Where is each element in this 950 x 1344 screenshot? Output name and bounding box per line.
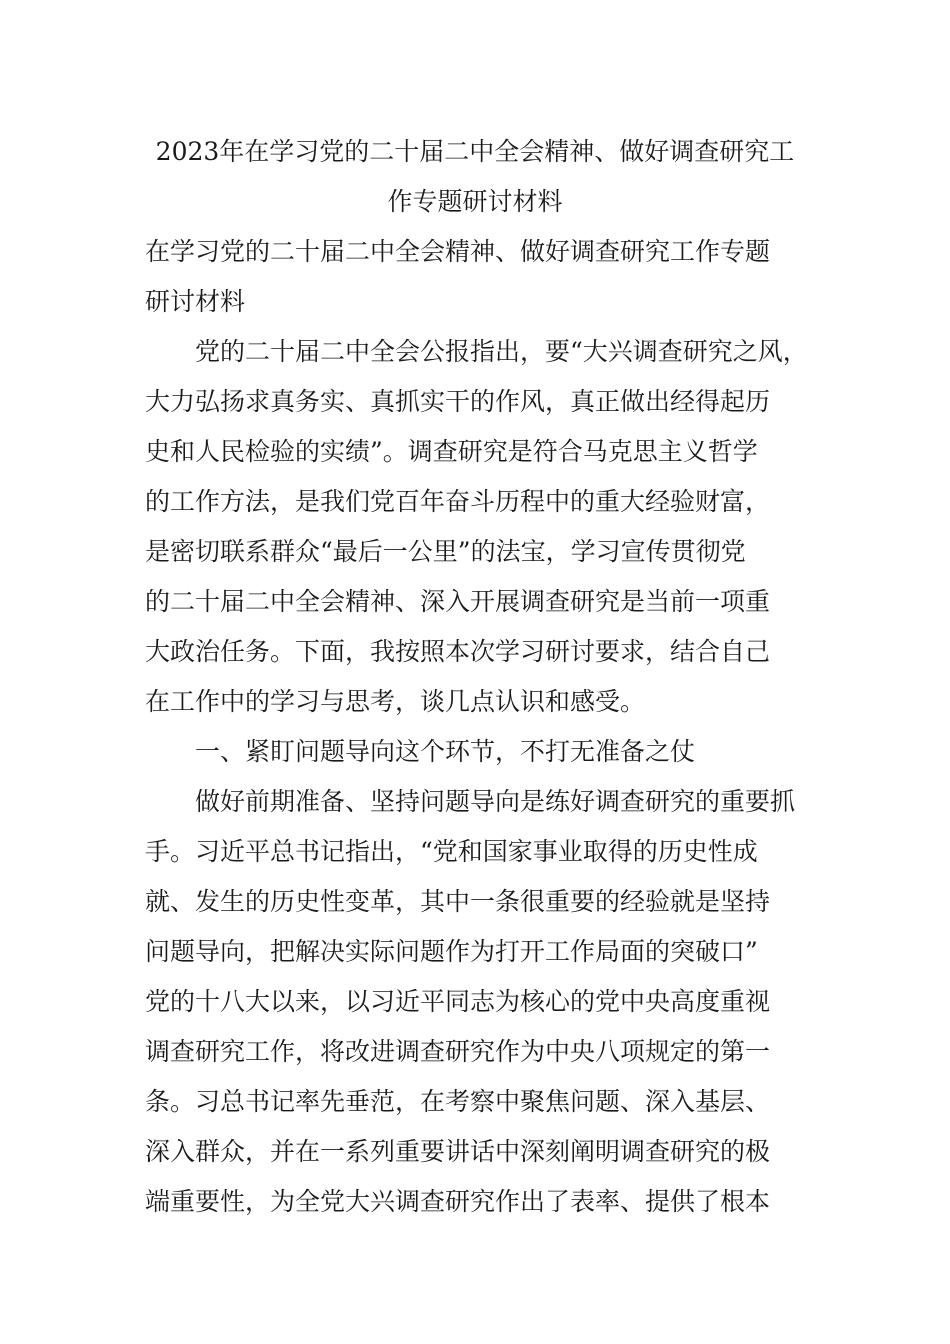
body-line: 做好前期准备、坚持问题导向是练好调查研究的重要抓 [145,787,796,816]
document-title-line-1: 2023年在学习党的二十届二中全会精神、做好调查研究工 [155,137,795,166]
body-line: 在学习党的二十届二中全会精神、做好调查研究工作专题 [145,237,771,266]
body-line: 是密切联系群众“最后一公里”的法宝，学习宣传贯彻党 [145,537,746,566]
body-line: 端重要性，为全党大兴调查研究作出了表率、提供了根本 [145,1187,771,1216]
body-line: 问题导向，把解决实际问题作为打开工作局面的突破口” [145,937,758,966]
body-line: 史和人民检验的实绩”。调查研究是符合马克思主义哲学 [145,437,758,466]
body-line: 在工作中的学习与思考，谈几点认识和感受。 [145,687,646,716]
body-line: 手。习近平总书记指出，“党和国家事业取得的历史性成 [145,837,758,866]
body-line: 条。习总书记率先垂范，在考察中聚焦问题、深入基层、 [145,1087,771,1116]
body-line: 大力弘扬求真务实、真抓实干的作风，真正做出经得起历 [145,387,771,416]
body-line: 党的二十届二中全会公报指出，要“大兴调查研究之风， [145,337,808,366]
body-line: 调查研究工作，将改进调查研究作为中央八项规定的第一 [145,1037,771,1066]
body-line: 的工作方法，是我们党百年奋斗历程中的重大经验财富， [145,487,771,516]
body-line: 党的十八大以来，以习近平同志为核心的党中央高度重视 [145,987,771,1016]
body-line: 大政治任务。下面，我按照本次学习研讨要求，结合自己 [145,637,771,666]
body-line: 深入群众，并在一系列重要讲话中深刻阐明调查研究的极 [145,1137,771,1166]
body-line: 的二十届二中全会精神、深入开展调查研究是当前一项重 [145,587,771,616]
body-line: 就、发生的历史性变革，其中一条很重要的经验就是坚持 [145,887,771,916]
section-heading: 一、紧盯问题导向这个环节，不打无准备之仗 [145,737,696,766]
body-line: 研讨材料 [145,287,246,316]
document-title-line-2: 作专题研讨材料 [387,187,563,216]
